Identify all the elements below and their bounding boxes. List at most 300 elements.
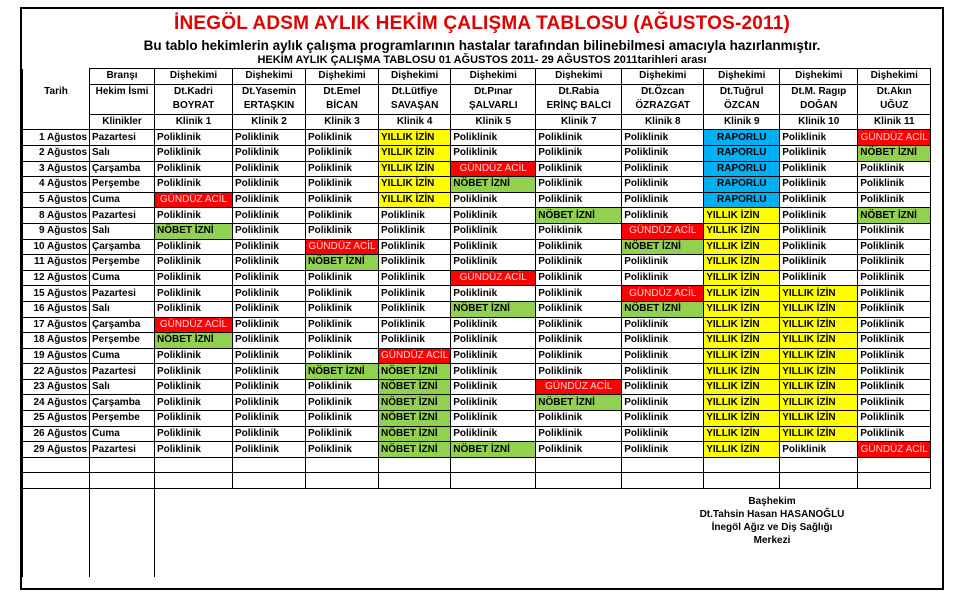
schedule-cell: Poliklinik [155,442,233,458]
schedule-cell: Poliklinik [379,317,451,333]
schedule-cell: Poliklinik [306,442,379,458]
header-row-surname [23,99,931,114]
signature-name: Dt.Tahsin Hasan HASANOĞLU [699,509,845,520]
schedule-cell: YILLIK İZİN [379,177,451,193]
signature-institution-cont: Merkezi [753,535,791,546]
blank-cell [155,547,233,562]
schedule-cell: Poliklinik [451,192,536,208]
schedule-cell: NÖBET İZNİ [451,442,536,458]
schedule-cell: GÜNDÜZ ACİL [536,379,622,395]
schedule-cell: Poliklinik [858,223,931,239]
schedule-cell: Poliklinik [780,177,858,193]
blank-cell [23,533,90,548]
row-date: 4 Ağustos [23,177,90,193]
empty-cell [536,457,622,473]
schedule-cell: YILLIK İZİN [704,270,780,286]
schedule-cell: Poliklinik [780,161,858,177]
schedule-cell: Poliklinik [306,286,379,302]
schedule-cell: Poliklinik [306,301,379,317]
schedule-cell: Poliklinik [155,239,233,255]
schedule-cell: YILLIK İZİN [704,286,780,302]
blank-cell [233,504,306,519]
blank-cell [306,518,379,533]
schedule-cell: Poliklinik [622,130,704,146]
schedule-cell: Poliklinik [858,255,931,271]
schedule-cell: Poliklinik [622,255,704,271]
schedule-cell: NÖBET İZNİ [379,379,451,395]
schedule-cell: NÖBET İZNİ [622,239,704,255]
row-date: 23 Ağustos [23,379,90,395]
blank-cell [155,504,233,519]
schedule-cell: Poliklinik [858,333,931,349]
empty-cell [858,457,931,473]
schedule-cell: Poliklinik [233,130,306,146]
blank-cell [858,489,931,504]
table-row [23,395,931,411]
blank-cell [90,489,155,504]
schedule-cell: Poliklinik [306,411,379,427]
table-row [23,223,931,239]
schedule-cell: Poliklinik [622,411,704,427]
schedule-cell: Poliklinik [858,192,931,208]
schedule-cell: Poliklinik [536,317,622,333]
header-date-label: Tarih [23,84,90,99]
doctor-branch: Dişhekimi [858,69,931,85]
doctor-last-name: SAVAŞAN [379,99,451,114]
schedule-cell: Poliklinik [306,145,379,161]
row-date: 5 Ağustos [23,192,90,208]
schedule-cell: Poliklinik [858,286,931,302]
empty-cell [451,473,536,489]
row-date: 16 Ağustos [23,301,90,317]
doctor-last-name: BOYRAT [155,99,233,114]
schedule-cell: YILLIK İZİN [780,411,858,427]
blank-cell [233,547,306,562]
schedule-cell: Poliklinik [233,395,306,411]
blank-cell [622,547,704,562]
schedule-cell: Poliklinik [379,223,451,239]
empty-cell [379,473,451,489]
blank-cell [306,504,379,519]
schedule-cell: NÖBET İZNİ [451,301,536,317]
schedule-cell: Poliklinik [780,208,858,224]
empty-cell [23,473,90,489]
doctor-branch: Dişhekimi [451,69,536,85]
schedule-cell: Poliklinik [858,348,931,364]
signature-title: Başhekim [748,496,796,507]
page-subtitle: Bu tablo hekimlerin aylık çalışma programlarının hastalar tarafından bilinebilmesi amacıyla hazırlanmıştır. [143,38,821,53]
schedule-cell: NÖBET İZNİ [858,208,931,224]
table-row [23,379,931,395]
empty-cell [90,457,155,473]
schedule-cell: Poliklinik [306,223,379,239]
schedule-cell: Poliklinik [536,255,622,271]
schedule-cell: Poliklinik [858,270,931,286]
schedule-cell: Poliklinik [536,270,622,286]
schedule-cell: NÖBET İZNİ [536,395,622,411]
schedule-cell: Poliklinik [379,239,451,255]
blank-cell [536,518,622,533]
table-row [23,239,931,255]
schedule-cell: Poliklinik [155,364,233,380]
row-date: 26 Ağustos [23,426,90,442]
schedule-cell: YILLIK İZİN [379,161,451,177]
blank-cell [536,533,622,548]
blank-cell [622,562,704,577]
table-row [23,161,931,177]
schedule-cell: Poliklinik [379,333,451,349]
schedule-cell: Poliklinik [858,364,931,380]
blank-cell [536,562,622,577]
schedule-cell: YILLIK İZİN [780,395,858,411]
schedule-cell: Poliklinik [536,286,622,302]
row-date: 25 Ağustos [23,411,90,427]
table-row [23,317,931,333]
table-row [23,192,931,208]
schedule-cell: Poliklinik [536,161,622,177]
schedule-cell: YILLIK İZİN [379,145,451,161]
doctor-last-name: BİCAN [306,99,379,114]
blank-cell [233,518,306,533]
blank-cell [233,533,306,548]
doctor-clinic: Klinik 5 [451,114,536,130]
row-date: 19 Ağustos [23,348,90,364]
row-date: 2 Ağustos [23,145,90,161]
schedule-cell: GÜNDÜZ ACİL [306,239,379,255]
schedule-cell: Poliklinik [622,177,704,193]
blank-cell [536,547,622,562]
table-row [23,426,931,442]
schedule-cell: Poliklinik [155,379,233,395]
schedule-cell: Poliklinik [233,348,306,364]
schedule-cell: GÜNDÜZ ACİL [622,286,704,302]
schedule-cell: Poliklinik [306,333,379,349]
schedule-cell: Poliklinik [451,223,536,239]
schedule-cell: YILLIK İZİN [704,364,780,380]
empty-cell [536,473,622,489]
schedule-cell: YILLIK İZİN [704,239,780,255]
row-weekday: Cuma [90,426,155,442]
blank-cell [306,562,379,577]
schedule-cell: Poliklinik [536,411,622,427]
schedule-cell: Poliklinik [451,364,536,380]
schedule-cell: Poliklinik [306,177,379,193]
row-weekday: Salı [90,223,155,239]
doctor-last-name: ÖZRAZGAT [622,99,704,114]
schedule-cell: Poliklinik [780,239,858,255]
blank-cell [704,547,780,562]
header-row-name [23,84,931,99]
blank-cell [23,489,90,504]
doctor-first-name: Dt.Yasemin [233,84,306,99]
schedule-cell: GÜNDÜZ ACİL [622,223,704,239]
schedule-cell: Poliklinik [451,348,536,364]
schedule-cell: Poliklinik [233,411,306,427]
empty-cell [704,473,780,489]
row-weekday: Cuma [90,348,155,364]
schedule-cell: Poliklinik [451,145,536,161]
row-weekday: Salı [90,301,155,317]
schedule-cell: GÜNDÜZ ACİL [155,192,233,208]
schedule-cell: GÜNDÜZ ACİL [451,161,536,177]
table-row [23,130,931,146]
schedule-cell: Poliklinik [858,239,931,255]
row-weekday: Pazartesi [90,130,155,146]
blank-cell [306,489,379,504]
schedule-cell: Poliklinik [233,301,306,317]
schedule-cell: Poliklinik [233,442,306,458]
table-row [23,411,931,427]
doctor-first-name: Dt.Tuğrul [704,84,780,99]
blank-cell [90,547,155,562]
schedule-cell: RAPORLU [704,177,780,193]
table-row [23,286,931,302]
blank-cell [536,489,622,504]
schedule-cell: Poliklinik [306,161,379,177]
schedule-cell: Poliklinik [858,301,931,317]
schedule-cell: Poliklinik [622,145,704,161]
schedule-sheet [20,7,944,590]
schedule-cell: YILLIK İZİN [704,442,780,458]
row-weekday: Pazartesi [90,208,155,224]
schedule-cell: NÖBET İZNİ [155,223,233,239]
schedule-cell: Poliklinik [536,177,622,193]
schedule-cell: YILLIK İZİN [780,379,858,395]
schedule-cell: Poliklinik [233,379,306,395]
schedule-cell: YILLIK İZİN [704,317,780,333]
schedule-cell: Poliklinik [379,208,451,224]
schedule-cell: Poliklinik [780,145,858,161]
schedule-cell: NÖBET İZNİ [622,301,704,317]
blank-cell [451,504,536,519]
row-date: 22 Ağustos [23,364,90,380]
blank-cell [155,518,233,533]
schedule-cell: Poliklinik [233,177,306,193]
schedule-cell: Poliklinik [622,426,704,442]
schedule-cell: NÖBET İZNİ [858,145,931,161]
schedule-cell: YILLIK İZİN [704,411,780,427]
blank-cell [379,562,451,577]
header-doctor-name-label: Hekim İsmi [90,84,155,99]
row-weekday: Cuma [90,192,155,208]
blank-cell [90,533,155,548]
schedule-cell: GÜNDÜZ ACİL [451,270,536,286]
schedule-cell: Poliklinik [155,411,233,427]
schedule-cell: Poliklinik [622,395,704,411]
doctor-first-name: Dt.Akın [858,84,931,99]
table-row [23,442,931,458]
doctor-first-name: Dt.Özcan [622,84,704,99]
schedule-cell: Poliklinik [622,379,704,395]
schedule-cell: Poliklinik [155,286,233,302]
table-row [23,348,931,364]
schedule-cell: NÖBET İZNİ [379,411,451,427]
doctor-branch: Dişhekimi [536,69,622,85]
schedule-cell: Poliklinik [155,161,233,177]
schedule-cell: Poliklinik [233,255,306,271]
empty-cell [155,473,233,489]
schedule-cell: Poliklinik [451,379,536,395]
schedule-cell: Poliklinik [306,208,379,224]
schedule-cell: Poliklinik [155,395,233,411]
schedule-cell: Poliklinik [858,426,931,442]
schedule-cell: Poliklinik [233,223,306,239]
blank-cell [379,533,451,548]
schedule-cell: Poliklinik [155,255,233,271]
schedule-cell: GÜNDÜZ ACİL [858,130,931,146]
schedule-cell: Poliklinik [536,145,622,161]
schedule-cell: Poliklinik [306,379,379,395]
schedule-cell: Poliklinik [379,286,451,302]
doctor-last-name: ERTAŞKIN [233,99,306,114]
schedule-cell: Poliklinik [858,379,931,395]
schedule-cell: Poliklinik [780,270,858,286]
blank-row [23,562,931,577]
blank-cell [858,518,931,533]
doctor-last-name: DOĞAN [780,99,858,114]
schedule-cell: Poliklinik [306,426,379,442]
schedule-cell: Poliklinik [622,317,704,333]
blank-cell [379,489,451,504]
table-row [23,301,931,317]
blank-cell [23,547,90,562]
schedule-cell: Poliklinik [622,208,704,224]
row-weekday: Salı [90,145,155,161]
doctor-last-name: ERİNÇ BALCI [536,99,622,114]
doctor-first-name: Dt.Pınar [451,84,536,99]
blank-cell [23,518,90,533]
schedule-cell: YILLIK İZİN [780,348,858,364]
schedule-cell: Poliklinik [451,239,536,255]
blank-cell [858,504,931,519]
schedule-cell: YILLIK İZİN [704,223,780,239]
schedule-cell: RAPORLU [704,130,780,146]
empty-cell [780,473,858,489]
schedule-cell: NÖBET İZNİ [306,364,379,380]
schedule-cell: YILLIK İZİN [780,317,858,333]
schedule-cell: GÜNDÜZ ACİL [858,442,931,458]
header-empty-cell [23,99,90,114]
empty-cell [155,457,233,473]
schedule-cell: Poliklinik [233,426,306,442]
schedule-cell: Poliklinik [306,130,379,146]
doctor-clinic: Klinik 2 [233,114,306,130]
schedule-cell: NÖBET İZNİ [536,208,622,224]
schedule-cell: Poliklinik [306,348,379,364]
doctor-clinic: Klinik 7 [536,114,622,130]
blank-cell [90,518,155,533]
schedule-cell: Poliklinik [306,317,379,333]
schedule-cell: Poliklinik [858,317,931,333]
schedule-cell: Poliklinik [306,270,379,286]
schedule-cell: NÖBET İZNİ [379,364,451,380]
schedule-cell: YILLIK İZİN [780,301,858,317]
schedule-cell: Poliklinik [451,333,536,349]
blank-cell [451,533,536,548]
row-weekday: Çarşamba [90,239,155,255]
doctor-branch: Dişhekimi [780,69,858,85]
doctor-clinic: Klinik 10 [780,114,858,130]
schedule-cell: Poliklinik [233,317,306,333]
schedule-cell: Poliklinik [155,270,233,286]
row-date: 3 Ağustos [23,161,90,177]
blank-cell [379,518,451,533]
row-weekday: Salı [90,379,155,395]
schedule-cell: Poliklinik [233,239,306,255]
empty-cell [780,457,858,473]
schedule-cell: Poliklinik [379,255,451,271]
row-date: 15 Ağustos [23,286,90,302]
doctor-branch: Dişhekimi [622,69,704,85]
empty-cell [622,473,704,489]
schedule-cell: Poliklinik [622,333,704,349]
schedule-cell: Poliklinik [233,333,306,349]
blank-cell [306,547,379,562]
doctor-clinic: Klinik 9 [704,114,780,130]
schedule-cell: Poliklinik [155,177,233,193]
row-weekday: Pazartesi [90,364,155,380]
schedule-cell: YILLIK İZİN [704,395,780,411]
schedule-cell: Poliklinik [233,208,306,224]
blank-cell [90,504,155,519]
table-row [23,177,931,193]
schedule-cell: Poliklinik [451,130,536,146]
schedule-cell: Poliklinik [536,301,622,317]
schedule-cell: Poliklinik [780,255,858,271]
schedule-cell: YILLIK İZİN [704,426,780,442]
blank-cell [451,547,536,562]
schedule-cell: Poliklinik [233,145,306,161]
blank-cell [536,504,622,519]
schedule-cell: NÖBET İZNİ [306,255,379,271]
row-date: 24 Ağustos [23,395,90,411]
table-row [23,333,931,349]
row-date: 11 Ağustos [23,255,90,271]
row-weekday: Cuma [90,270,155,286]
schedule-cell: GÜNDÜZ ACİL [155,317,233,333]
blank-cell [858,533,931,548]
schedule-cell: Poliklinik [233,192,306,208]
row-date: 12 Ağustos [23,270,90,286]
schedule-cell: Poliklinik [536,223,622,239]
schedule-cell: Poliklinik [306,192,379,208]
doctor-last-name: UĞUZ [858,99,931,114]
schedule-cell: Poliklinik [451,317,536,333]
header-clinics-label: Klinikler [90,114,155,130]
row-date: 8 Ağustos [23,208,90,224]
doctor-clinic: Klinik 8 [622,114,704,130]
doctor-last-name: ÖZCAN [704,99,780,114]
schedule-cell: Poliklinik [536,442,622,458]
empty-cell [858,473,931,489]
blank-cell [233,562,306,577]
schedule-cell: Poliklinik [155,145,233,161]
schedule-cell: YILLIK İZİN [780,426,858,442]
row-date: 9 Ağustos [23,223,90,239]
doctor-branch: Dişhekimi [155,69,233,85]
schedule-cell: Poliklinik [622,364,704,380]
header-empty-cell [23,69,90,85]
row-weekday: Çarşamba [90,161,155,177]
row-date: 17 Ağustos [23,317,90,333]
schedule-cell: YILLIK İZİN [704,379,780,395]
schedule-cell: Poliklinik [233,364,306,380]
row-weekday: Perşembe [90,177,155,193]
doctor-last-name: ŞALVARLI [451,99,536,114]
date-range-subtitle: HEKİM AYLIK ÇALIŞMA TABLOSU 01 AĞUSTOS 2011- 29 AĞUSTOS 2011tarihleri arası [257,54,707,66]
schedule-cell: Poliklinik [451,395,536,411]
header-branch-label: Branşı [90,69,155,85]
